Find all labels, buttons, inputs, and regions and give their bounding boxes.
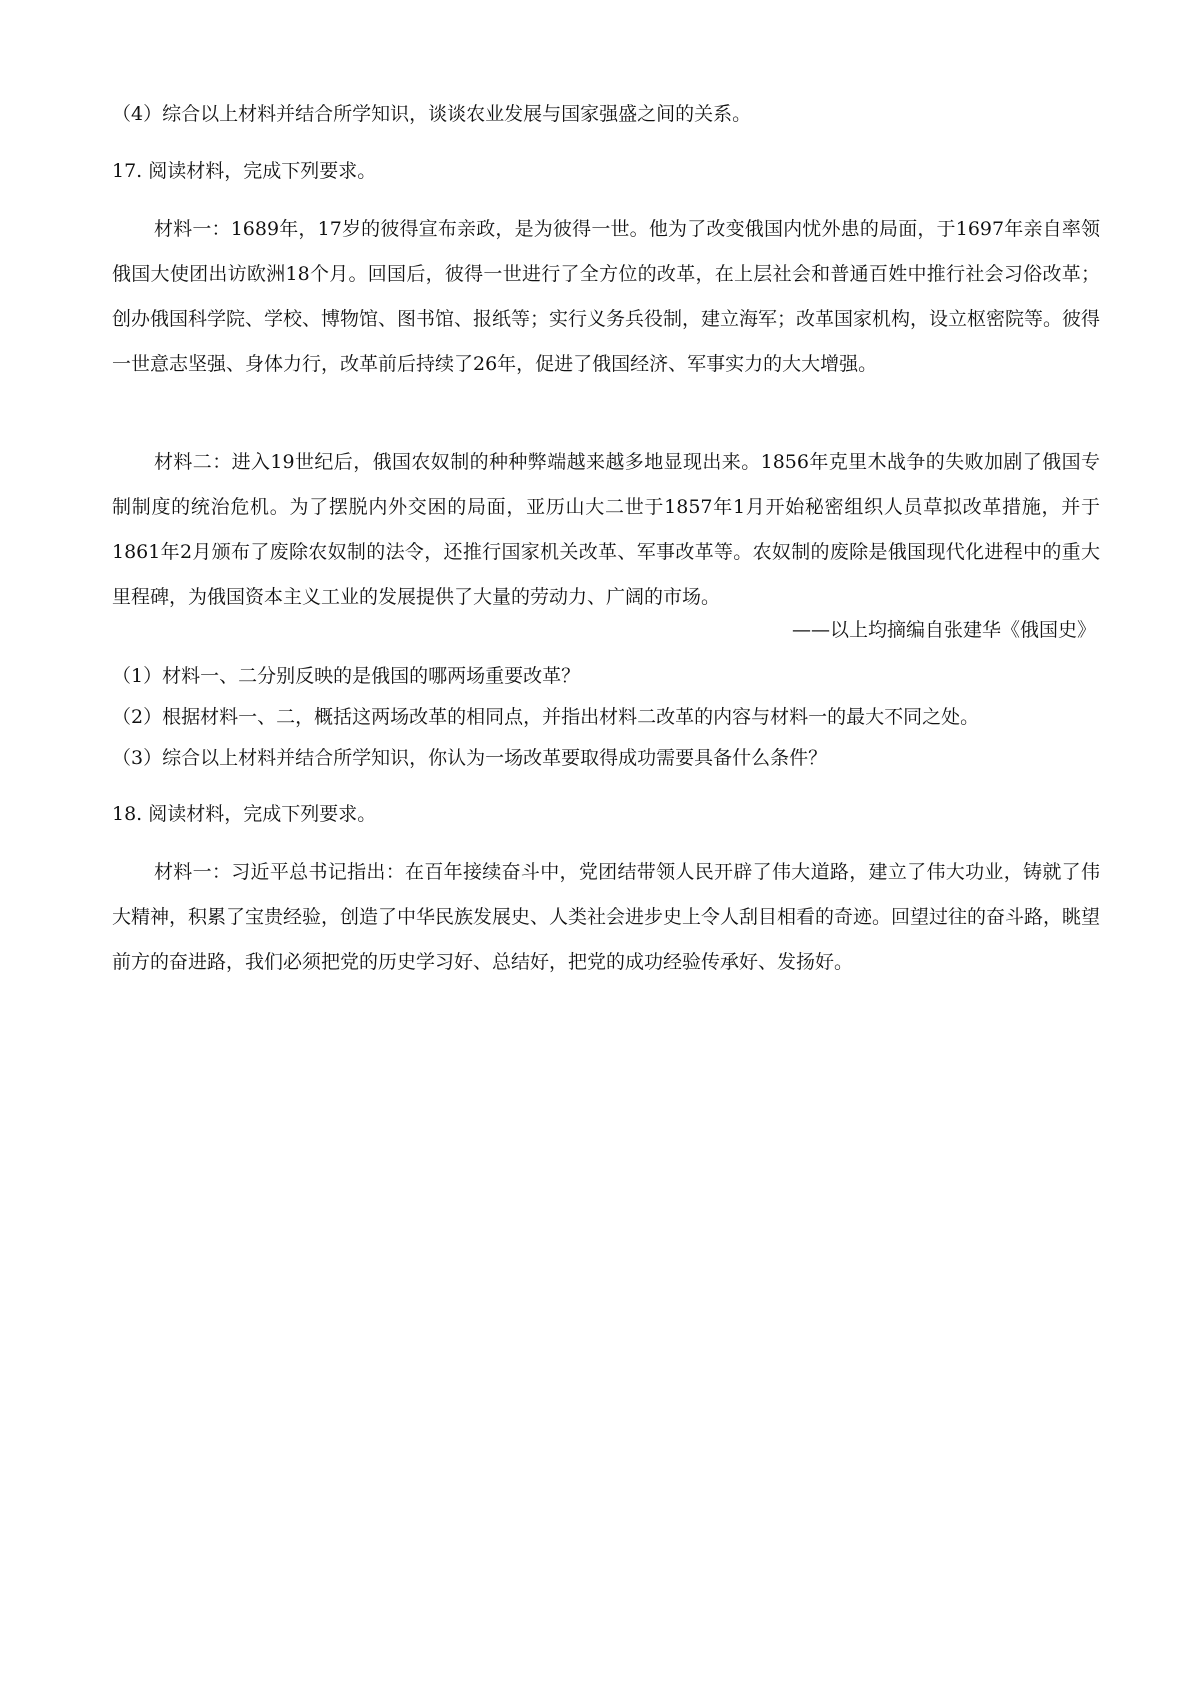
q18-header: 18. 阅读材料，完成下列要求。 <box>112 803 377 825</box>
q17-subquestion-2: （2）根据材料一、二，概括这两场改革的相同点，并指出材料二改革的内容与材料一的最大不同之处。 <box>112 706 980 728</box>
q17-material-1: 材料一：1689年，17岁的彼得宣布亲政，是为彼得一世。他为了改变俄国内忧外患的局面，于1697年亲自率领俄国大使团出访欧洲18个月。回国后，彼得一世进行了全方位的改革，在上层社会和普通百姓中推行社会习俗改革；创办俄国科学院、学校、博物馆、图书馆、报纸等；实行义务兵役制，建立海军；改革国家机构，设立枢密院等。彼得一世意志坚强、身体力行，改革前后持续了26年，促进了俄国经济、军事实力的大大增强。 <box>112 218 1101 375</box>
q17-header: 17. 阅读材料，完成下列要求。 <box>112 160 377 182</box>
q17-subquestion-3: （3）综合以上材料并结合所学知识，你认为一场改革要取得成功需要具备什么条件？ <box>112 747 828 769</box>
q17-attribution: ——以上均摘编自张建华《俄国史》 <box>791 619 1096 641</box>
q17-subquestion-1: （1）材料一、二分别反映的是俄国的哪两场重要改革？ <box>112 665 581 687</box>
q17-material-2: 材料二：进入19世纪后，俄国农奴制的种种弊端越来越多地显现出来。1856年克里木战争的失败加剧了俄国专制制度的统治危机。为了摆脱内外交困的局面，亚历山大二世于1857年1月开始秘密组织人员草拟改革措施，并于1861年2月颁布了废除农奴制的法令，还推行国家机关改革、军事改革等。农奴制的废除是俄国现代化进程中的重大里程碑，为俄国资本主义工业的发展提供了大量的劳动力、广阔的市场。 <box>112 451 1100 608</box>
q18-material-1: 材料一：习近平总书记指出：在百年接续奋斗中，党团结带领人民开辟了伟大道路，建立了伟大功业，铸就了伟大精神，积累了宝贵经验，创造了中华民族发展史、人类社会进步史上令人刮目相看的奇迹。回望过往的奋斗路，眺望前方的奋进路，我们必须把党的历史学习好、总结好，把党的成功经验传承好、发扬好。 <box>112 861 1101 973</box>
q16-subquestion-4: （4）综合以上材料并结合所学知识，谈谈农业发展与国家强盛之间的关系。 <box>112 103 752 125</box>
